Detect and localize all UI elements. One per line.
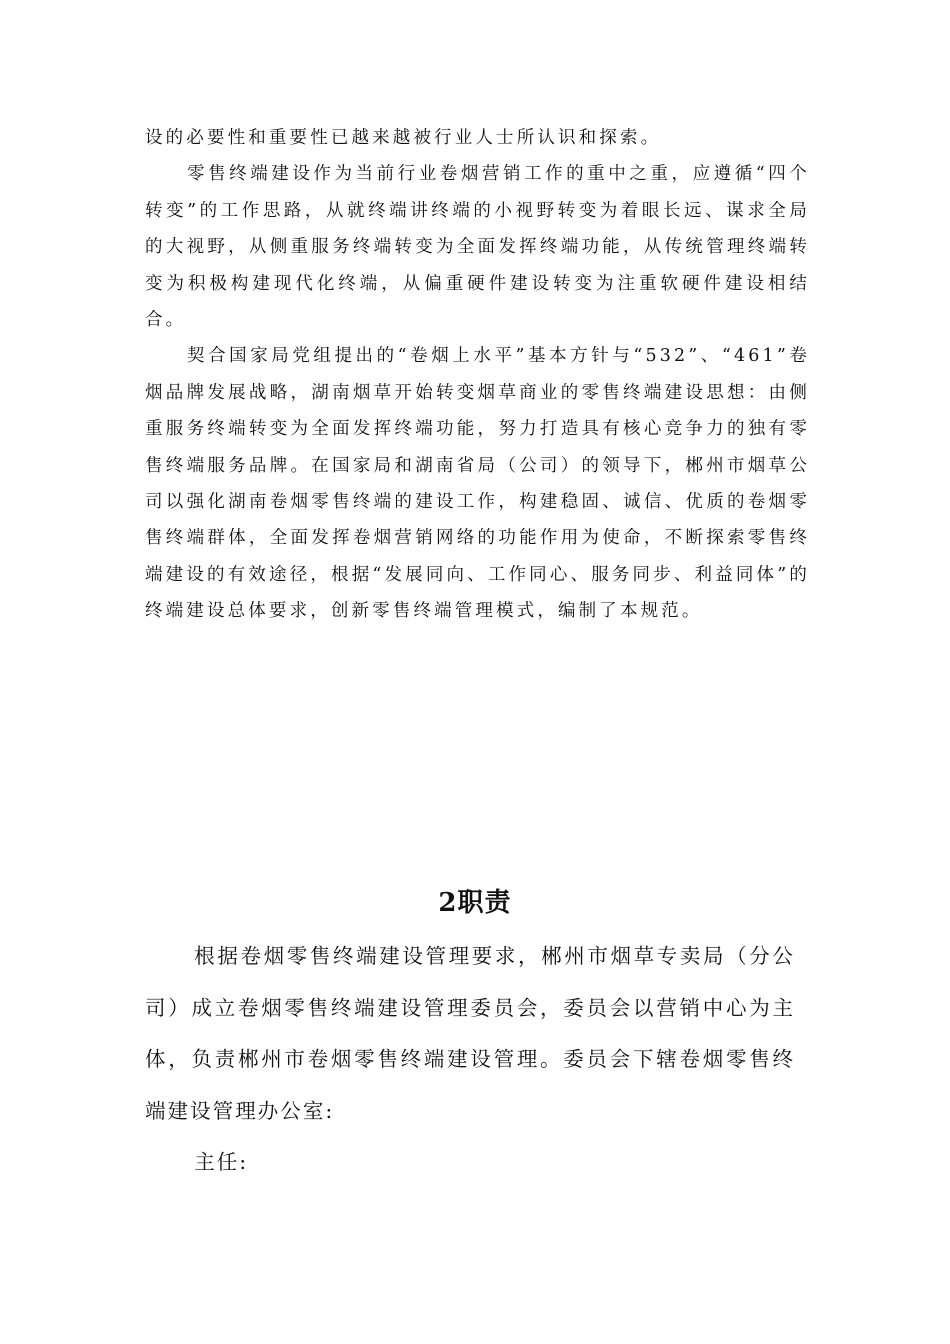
responsibilities-section [145, 931, 795, 1189]
section-2-heading: 2职责 [438, 888, 512, 918]
committee-paragraph: 根据卷烟零售终端建设管理要求，郴州市烟草专卖局（分公司）成立卷烟零售终端建设管理委员会，委员会以营销中心为主体，负责郴州市卷烟零售终端建设管理。委员会下辖卷烟零售终端建设管理办公室: [145, 944, 795, 1123]
director-label: 主任: [194, 1150, 249, 1174]
four-changes-paragraph: 零售终端建设作为当前行业卷烟营销工作的重中之重，应遵循“四个转变”的工作思路，从就终端讲终端的小视野转变为着眼长远、谋求全局的大视野，从侧重服务终端转变为全面发挥终端功能，从传统管理终端转变为积极构建现代化终端，从偏重硬件建设转变为注重软硬件建设相结合。 [145, 164, 810, 331]
background-section [145, 120, 810, 630]
strategy-paragraph: 契合国家局党组提出的“卷烟上水平”基本方针与“532”、“461”卷烟品牌发展战略，湖南烟草开始转变烟草商业的零售终端建设思想：由侧重服务终端转变为全面发挥终端功能，努力打造具有核心竞争力的独有零售终端服务品牌。在国家局和湖南省局（公司）的领导下，郴州市烟草公司以强化湖南卷烟零售终端的建设工作，构建稳固、诚信、优质的卷烟零售终端群体，全面发挥卷烟营销网络的功能作用为使命，不断探索零售终端建设的有效途径，根据“发展同向、工作同心、服务同步、利益同体”的终端建设总体要求，创新零售终端管理模式，编制了本规范。 [145, 346, 810, 622]
intro-tail-paragraph: 设的必要性和重要性已越来越被行业人士所认识和探索。 [145, 128, 662, 148]
